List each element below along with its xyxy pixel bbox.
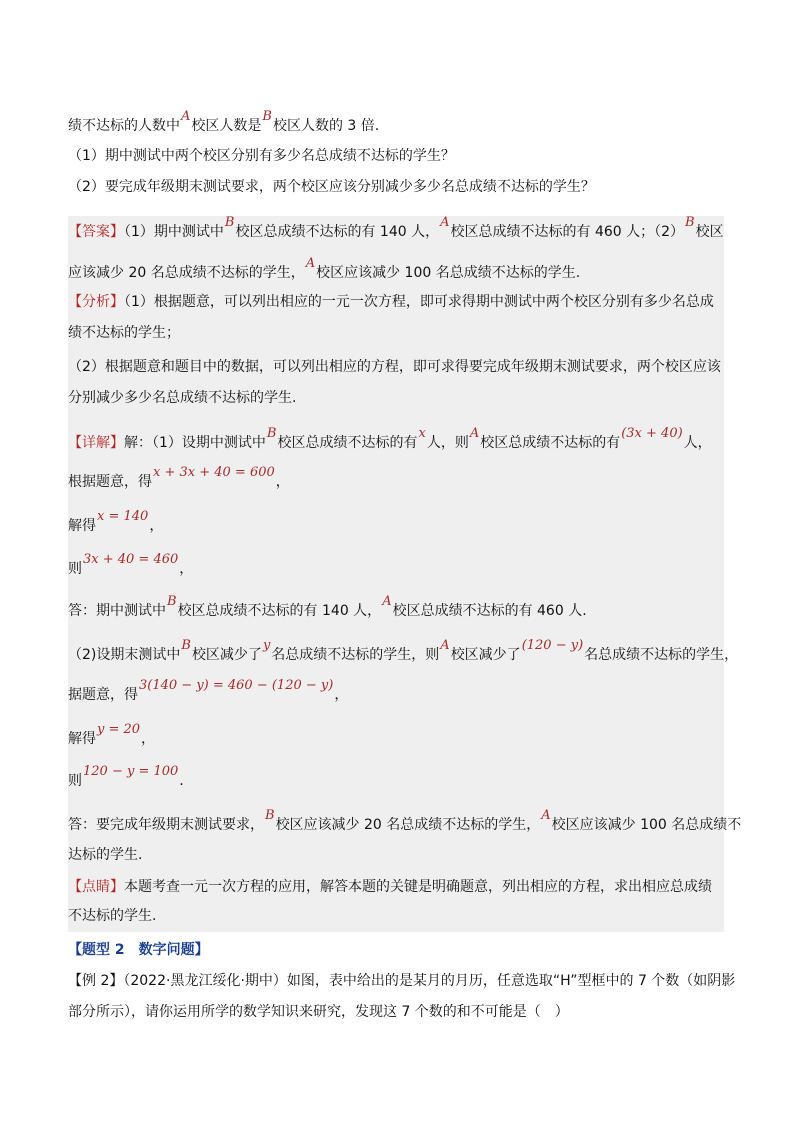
detail-line-6: （2)设期末测试中B校区减少了y名总成绩不达标的学生，则A校区减少了(120 − y)名总成绩不达标的学生， — [68, 638, 739, 663]
comment-line-2: 不达标的学生. — [68, 908, 157, 924]
question-2: （2）要完成年级期末测试要求，两个校区应该分别减少多少名总成绩不达标的学生？ — [68, 179, 595, 195]
comment-tag: 【点睛】 — [68, 879, 124, 895]
section-title: 【题型 2 数字问题】 — [68, 942, 209, 958]
detail-line-4: 则3x + 40 = 460， — [68, 552, 194, 577]
detail-tag: 【详解】 — [68, 435, 124, 451]
detail-line-5: 答：期中测试中B校区总成绩不达标的有 140 人，A校区总成绩不达标的有 460 人. — [68, 594, 587, 619]
detail-line-8: 解得y = 20， — [68, 722, 156, 747]
answer-line-2: 应该减少 20 名总成绩不达标的学生，A校区应该减少 100 名总成绩不达标的学生. — [68, 256, 581, 281]
example-tag: 【例 2】 — [68, 973, 124, 989]
analysis-line-3: （2）根据题意和题目中的数据，可以列出相应的方程，即可求得要完成年级期末测试要求，两个校区应该 — [68, 359, 721, 375]
detail-line-2: 根据题意，得x + 3x + 40 = 600， — [68, 465, 290, 490]
analysis-line-2: 绩不达标的学生； — [68, 325, 180, 341]
detail-line-7: 据题意，得3(140 − y) = 460 − (120 − y)， — [68, 678, 349, 703]
detail-line-9: 则120 − y = 100. — [68, 764, 184, 789]
detail-line-1: 【详解】解：（1）设期中测试中B校区总成绩不达标的有x人，则A校区总成绩不达标的有(3x + 40)人， — [68, 426, 712, 451]
problem-line-1: 绩不达标的人数中A校区人数是B校区人数的 3 倍. — [68, 109, 380, 134]
analysis-line-4: 分别减少多少名总成绩不达标的学生. — [68, 390, 297, 406]
example-2-line-1: 【例 2】（2022·黑龙江绥化·期中）如图，表中给出的是某月的月历，任意选取“H”型框中的 7 个数（如阴影 — [68, 973, 736, 989]
analysis-line-1: 【分析】（1）根据题意，可以列出相应的一元一次方程，即可求得期中测试中两个校区分别有多少名总成 — [68, 294, 714, 310]
detail-line-11: 达标的学生. — [68, 847, 143, 863]
answer-tag: 【答案】 — [68, 224, 124, 240]
detail-line-10: 答：要完成年级期末测试要求，B校区应该减少 20 名总成绩不达标的学生，A校区应该减少 100 名总成绩不 — [68, 808, 742, 833]
detail-line-3: 解得x = 140， — [68, 509, 164, 534]
example-2-line-2: 部分所示），请你运用所学的数学知识来研究，发现这 7 个数的和不可能是（ ） — [68, 1004, 569, 1020]
comment-line-1: 【点睛】本题考查一元一次方程的应用，解答本题的关键是明确题意，列出相应的方程，求出相应总成绩 — [68, 879, 712, 895]
question-1: （1）期中测试中两个校区分别有多少名总成绩不达标的学生？ — [68, 148, 455, 164]
answer-line-1: 【答案】（1）期中测试中B校区总成绩不达标的有 140 人，A校区总成绩不达标的有 460 人；（2）B校区 — [68, 215, 724, 240]
analysis-tag: 【分析】 — [68, 294, 124, 310]
